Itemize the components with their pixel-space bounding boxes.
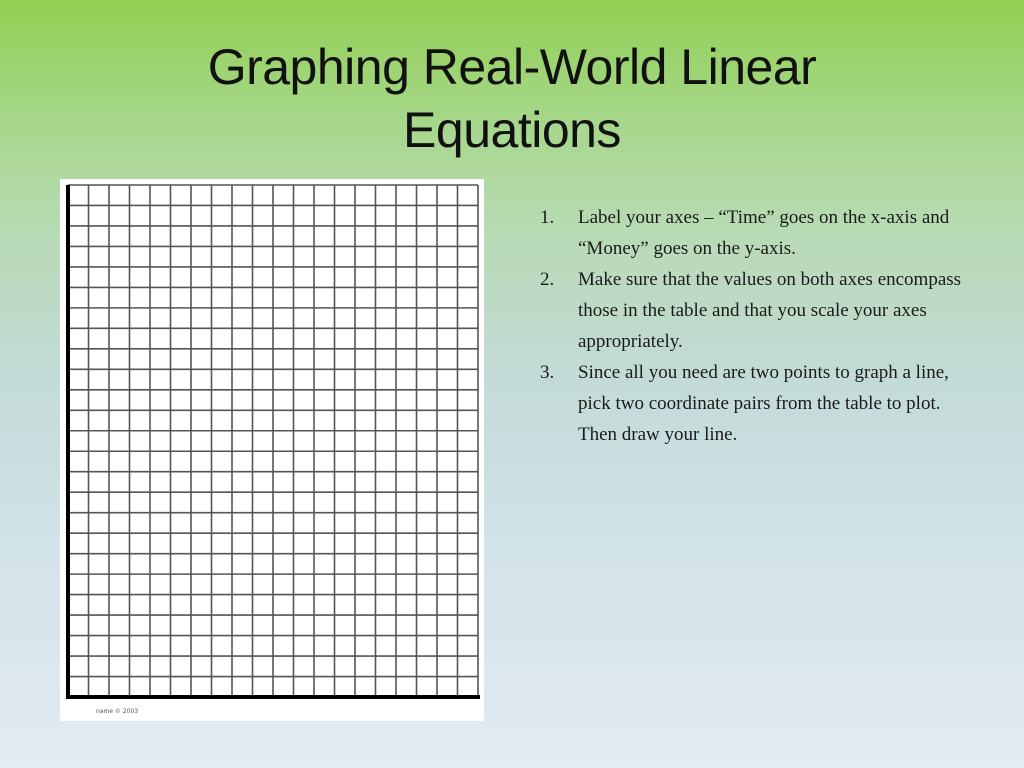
- instructions-list: [532, 202, 972, 450]
- slide-title-line-1: Graphing Real-World Linear: [207, 39, 817, 95]
- instruction-text: Label your axes – “Time” goes on the x-axis and “Money” goes on the y-axis.: [578, 207, 950, 259]
- instruction-item: [532, 202, 972, 264]
- instruction-number: 3.: [540, 362, 555, 383]
- graph-paper-grid: [60, 179, 484, 721]
- instruction-number: 1.: [540, 207, 555, 228]
- instruction-text: Since all you need are two points to graph a line, pick two coordinate pairs from the table to plot. Then draw your line.: [578, 362, 949, 445]
- instruction-number: 2.: [540, 269, 555, 290]
- graph-paper-footer-mark: name © 2003: [96, 708, 139, 715]
- slide-title: [112, 36, 912, 162]
- slide-title-line-2: Equations: [403, 102, 621, 158]
- instruction-item: [532, 264, 972, 357]
- instruction-text: Make sure that the values on both axes encompass those in the table and that you scale your axes appropriately.: [578, 269, 962, 352]
- instruction-item: [532, 357, 972, 450]
- graph-paper-image: [60, 179, 484, 721]
